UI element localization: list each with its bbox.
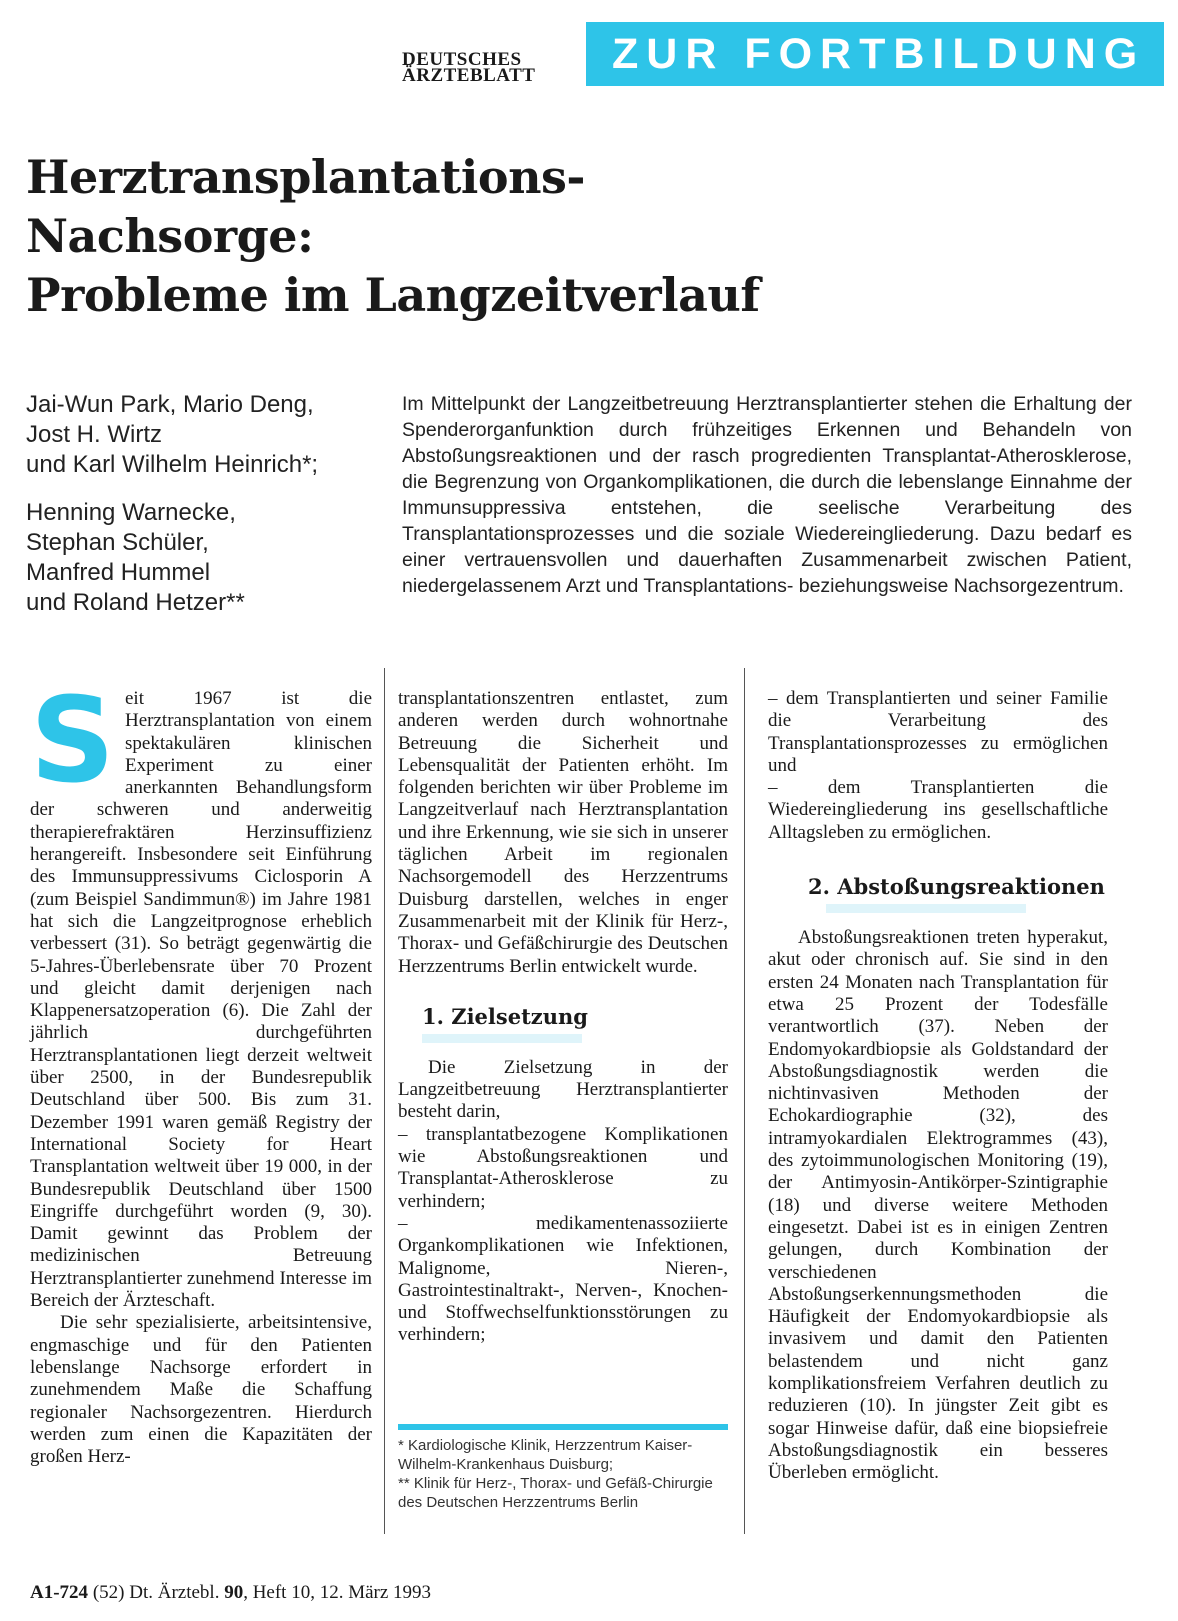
author-line: und Roland Hetzer** [26, 589, 245, 616]
body-column-1 [30, 671, 372, 1468]
citation-suffix: , Heft 10, 12. März 1993 [243, 1582, 432, 1603]
article-title [26, 148, 926, 325]
title-line-2: Nachsorge: [26, 209, 314, 263]
author-group-1 [26, 390, 386, 480]
author-line: und Karl Wilhelm Heinrich*; [26, 451, 319, 478]
title-line-3: Probleme im Langzeitverlauf [26, 268, 760, 322]
footnote: ** Klinik für Herz-, Thorax- und Gefäß-Chirurgie des Deutschen Herzzentrums Berlin [398, 1475, 713, 1511]
author-line: Henning Warnecke, [26, 499, 236, 526]
abstract: Im Mittelpunkt der Langzeitbetreuung Herztransplantierter stehen die Erhaltung der Spenderorganfunktion durch frühzeitiges Erkennen und Behandeln von Abstoßungsreaktionen und der rasch progredienten Transplantat-Atherosklerose, die Begrenzung von Organkomplikationen, die durch die lebenslange Einnahme der Immunsuppressiva entstehen, die seelische Verarbeitung des Transplantationsprozesses und die soziale Wiedereingliederung. Dazu bedarf es einer vertrauensvollen und dauerhaften Zusammenarbeit zwischen Patient, niedergelassenem Arzt und Transplantations- beziehungsweise Nachsorgezentrum. [402, 393, 1132, 597]
body-paragraph: Abstoßungsreaktionen treten hyperakut, akut oder chronisch auf. Sie sind in den ersten 24 Monaten nach Transplantation für etwa 25 Prozent der Todesfälle verantwortlich (37). Neben der Endomyokardbiopsie als Goldstandard der Abstoßungsdiagnostik werden die nichtinvasiven Methoden der Echokardiographie (32), des intramyokardialen Elektrogrammes (43), des zytoimmunologischen Monitoring (19), der Antimyosin-Antikörper-Szintigraphie (18) und diverse weitere Methoden eingesetzt. Dabei ist es in einigen Zentren gelungen, durch Kombination der verschiedenen Abstoßungserkennungsmethoden die Häufigkeit der Endomyokardbiopsie als invasivem und damit den Patienten belastendem und nicht ganz komplikationsfreiem Verfahren deutlich zu reduzieren (10). In jüngster Zeit gibt es sogar Hinweise dafür, daß eine biopsiefreie Abstoßungsdiagnostik ein besseres Überleben ermöglicht. [768, 927, 1108, 1484]
footnote: * Kardiologische Klinik, Herzzentrum Kaiser-Wilhelm-Krankenhaus Duisburg; [398, 1437, 693, 1473]
intro-paragraph [30, 671, 372, 1312]
author-line: Stephan Schüler, [26, 529, 209, 556]
intro-text: eit 1967 ist die Herztransplantation von einem spektakulären klinischen Experiment zu einer anerkannten Behandlungsform der schweren und anderweitig therapierefraktären Herzinsuffizienz herangereift. Insbesondere seit Einführung des Immunsuppressivums Ciclosporin A (zum Beispiel Sandimmun®) im Jahre 1981 hat sich die Langzeitprognose erheblich verbessert (31). So beträgt gegenwärtig die 5-Jahres-Überlebensrate über 70 Prozent und gleicht damit derjenigen nach Klappenersatzoperation (6). Die Zahl der jährlich durchgeführten Herztransplantationen liegt derzeit weltweit über 2500, in der Bundesrepublik Deutschland über 500. Bis zum 31. Dezember 1991 waren gemäß Registry der International Society for Heart Transplantation weltweit über 19 000, in der Bundesrepublik Deutschland über 1500 Eingriffe durchgeführt worden (9, 30). Damit gewinnt das Problem der medizinischen Betreuung Herztransplantierter zunehmend Interesse im Bereich der Ärzteschaft. [30, 688, 372, 1312]
section-heading-zielsetzung: 1. Zielsetzung [422, 1003, 588, 1029]
body-paragraph: Die sehr spezialisierte, arbeitsintensive, engmaschige und für den Patienten lebenslange Nachsorge erfordert in zunehmendem Maße die Schaffung regionaler Nachsorgezentren. Hierdurch werden zum einen die Kapazitäten der großen Herz- [30, 1312, 372, 1468]
body-column-2 [398, 688, 728, 1347]
drop-cap: S [30, 671, 115, 809]
section-heading-abstossungsreaktionen: 2. Abstoßungsreaktionen [808, 874, 1105, 900]
volume-number: 90 [224, 1582, 244, 1603]
author-line: Jost H. Wirtz [26, 421, 162, 448]
masthead-line-1: DEUTSCHES [402, 49, 522, 70]
body-paragraph: transplantationszentren entlastet, zum anderen werden durch wohnortnahe Betreuung die Sicherheit und Lebensqualität der Patienten erhöht. Im folgenden berichten wir über Probleme im Langzeitverlauf nach Herztransplantation und ihre Erkennung, wie sie sich in unserer täglichen Arbeit im regionalen Nachsorgemodell des Herzzentrums Duisburg darstellen, welches in enger Zusammenarbeit mit der Klinik für Herz-, Thorax- und Gefäßchirurgie des Deutschen Herzzentrums Berlin entwickelt wurde. [398, 688, 728, 977]
page-id: A1-724 [30, 1582, 89, 1603]
citation-prefix: (52) Dt. Ärztebl. [92, 1582, 220, 1603]
column-divider [744, 668, 745, 1534]
body-paragraph: Die Zielsetzung in der Langzeitbetreuung Herztransplantierter besteht darin, [398, 1056, 728, 1123]
heading-highlight [826, 904, 1026, 913]
author-group-2 [26, 498, 386, 618]
page-footer [30, 1582, 431, 1604]
list-item: – transplantatbezogene Komplikationen wie Abstoßungsreaktionen und Transplantat-Atherosklerose zu verhindern; [398, 1123, 728, 1212]
column-divider [384, 668, 385, 1534]
heading-highlight [422, 1034, 582, 1043]
author-line: Manfred Hummel [26, 559, 211, 586]
section-banner: ZUR FORTBILDUNG [586, 22, 1164, 86]
list-item: – medikamentenassoziierte Organkomplikationen wie Infektionen, Malignome, Nieren-, Gastrointestinaltrakt-, Nerven-, Knochen- und Stoffwechselfunktionsstörungen zu verhindern; [398, 1212, 728, 1346]
list-item: – dem Transplantierten und seiner Familie die Verarbeitung des Transplantationsprozesses zu ermöglichen und [768, 688, 1108, 776]
title-line-1: Herztransplantations- [26, 150, 585, 204]
footnote-rule [398, 1424, 728, 1430]
footnotes [398, 1436, 728, 1512]
masthead [402, 49, 536, 86]
list-item: – dem Transplantierten die Wiedereingliederung ins gesellschaftliche Alltagsleben zu ermöglichen. [768, 777, 1108, 843]
masthead-line-2: ÄRZTEBLATT [402, 65, 536, 86]
author-line: Jai-Wun Park, Mario Deng, [26, 391, 314, 418]
body-column-3 [768, 688, 1108, 1485]
author-list [26, 390, 386, 636]
